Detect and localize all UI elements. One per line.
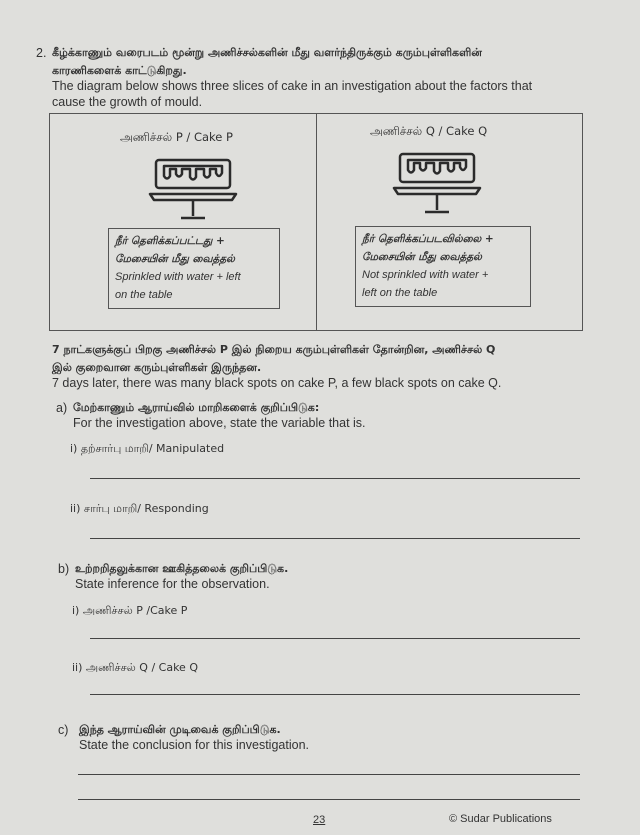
cake-p-condition-box [108, 228, 280, 309]
observation-ta-line1: 7 நாட்களுக்குப் பிறகு அணிச்சல் P இல் நிறைய கரும்புள்ளிகள் தோன்றின, அணிச்சல் Q [52, 343, 496, 356]
part-a-en: For the investigation above, state the variable that is. [73, 416, 366, 430]
page-number: 23 [313, 814, 326, 826]
part-c-en: State the conclusion for this investigation. [79, 738, 309, 752]
cake-p-title: அணிச்சல் P / Cake P [120, 130, 233, 144]
part-a-ta: மேற்காணும் ஆராய்வில் மாறிகளைக் குறிப்பிடுக: [73, 401, 320, 414]
cake-q-condition-en-1: Not sprinkled with water + [362, 269, 489, 281]
cake-q-condition-box [355, 226, 531, 307]
part-a-ii-answer-line[interactable] [90, 538, 580, 539]
part-c-answer-line-1[interactable] [78, 774, 580, 775]
cake-q-condition-ta-2: மேசையின் மீது வைத்தல் [362, 251, 482, 263]
cake-p-condition-ta-1: நீர் தெளிக்கப்பட்டது + [115, 235, 225, 247]
cake-q-icon [392, 150, 482, 222]
question-intro-en-line1: The diagram below shows three slices of cake in an investigation about the factors that [52, 79, 533, 93]
part-a-i-label: i) தற்சார்பு மாறி/ Manipulated [70, 442, 225, 455]
cake-q-condition-en-2: left on the table [362, 287, 438, 299]
observation-ta-line2: இல் குறைவான கரும்புள்ளிகள் இருந்தன. [52, 361, 262, 374]
part-b-en: State inference for the observation. [75, 577, 270, 591]
part-c-answer-line-2[interactable] [78, 799, 580, 800]
part-c-ta: இந்த ஆராய்வின் முடிவைக் குறிப்பிடுக. [79, 723, 281, 736]
cake-q-title: அணிச்சல் Q / Cake Q [370, 124, 488, 138]
part-b-i-answer-line[interactable] [90, 638, 580, 639]
cake-p-icon [148, 156, 238, 228]
part-c-label: c) [58, 723, 69, 737]
part-b-label: b) [58, 562, 70, 576]
question-number: 2. [36, 46, 47, 60]
question-intro-ta-line1: கீழ்க்காணும் வரைபடம் மூன்று அணிச்சல்களின் மீது வளர்ந்திருக்கும் கரும்புள்ளிகளின் [52, 46, 482, 59]
part-a-label: a) [56, 401, 68, 415]
part-b-ii-label: ii) அணிச்சல் Q / Cake Q [72, 661, 198, 674]
publisher-credit: © Sudar Publications [449, 813, 552, 825]
part-a-ii-label: ii) சார்பு மாறி/ Responding [70, 502, 209, 515]
part-a-i-answer-line[interactable] [90, 478, 580, 479]
cake-p-condition-en-1: Sprinkled with water + left [115, 271, 241, 283]
part-b-ta: உற்றறிதலுக்கான ஊகித்தலைக் குறிப்பிடுக. [75, 562, 289, 575]
diagram-divider [316, 114, 317, 330]
cake-q-condition-ta-1: நீர் தெளிக்கப்படவில்லை + [362, 233, 494, 245]
cake-diagram [49, 113, 583, 331]
question-intro-en-line2: cause the growth of mould. [52, 95, 203, 109]
cake-p-condition-ta-2: மேசையின் மீது வைத்தல் [115, 253, 235, 265]
part-b-ii-answer-line[interactable] [90, 694, 580, 695]
observation-en: 7 days later, there was many black spots on cake P, a few black spots on cake Q. [52, 376, 502, 390]
question-intro-ta-line2: காரணிகளைக் காட்டுகிறது. [52, 64, 187, 77]
cake-p-condition-en-2: on the table [115, 289, 173, 301]
part-b-i-label: i) அணிச்சல் P /Cake P [72, 604, 188, 617]
